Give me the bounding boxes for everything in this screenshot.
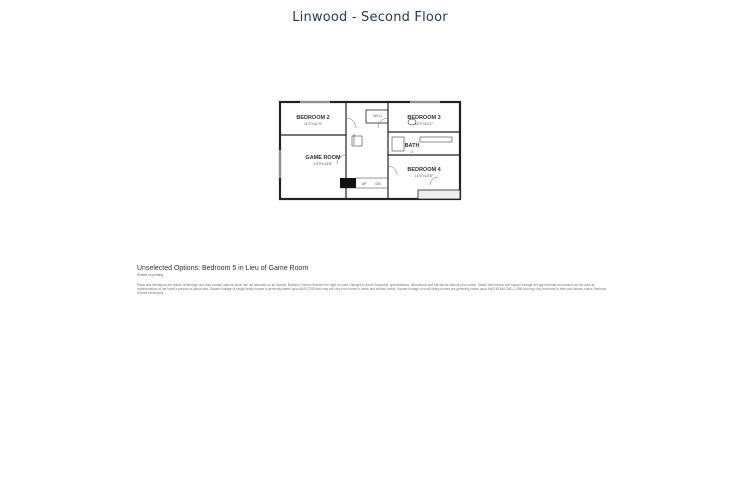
door-swing — [430, 177, 438, 185]
stair-label-down: DN — [375, 182, 381, 186]
printed-on: Printed on printing — [137, 273, 163, 277]
room-name-bedroom-3: BEDROOM 3 — [407, 115, 441, 121]
wic-label: W.I.C. — [373, 114, 383, 118]
room-dims-bedroom-2: 11'0"x11'9" — [303, 122, 323, 126]
bath-number: 2 — [410, 150, 414, 154]
stair-label-up: UP — [361, 182, 367, 186]
bedroom-4-closet — [418, 190, 460, 199]
page-title: Linwood - Second Floor — [292, 10, 448, 25]
disclaimer-text: Plans and elevations are artist's renderings and may contain options which are not standard on all models. Bethany Homes reserves the right to make changes to these floorplans, specifications, dimensions and elevations without prior notice. Stated dimensions and square footage are approximate and should not be used as representation of the home's precise or actual size. Square footage of single family homes is generally based upon ANSI Z765 and may not vary from home to home and without notice. Square footage of multi-family homes are generally based upon ANSI BOMA Z65.1-1996 but may vary from time to time and without notice. Bethany Homes exclusively. — [137, 283, 607, 296]
bath-tub — [392, 137, 404, 151]
vanity — [420, 137, 452, 142]
room-dims-bedroom-4: 11'6"x10'8" — [414, 174, 434, 178]
room-name-bath: BATH — [404, 143, 420, 149]
room-dims-bedroom-3: 11'0"x12'1" — [414, 122, 434, 126]
linen-closet — [352, 136, 362, 146]
unselected-options: Unselected Options: Bedroom 5 in Lieu of Game Room — [137, 265, 309, 272]
room-name-game-room: GAME ROOM — [305, 155, 341, 161]
room-name-bedroom-4: BEDROOM 4 — [407, 167, 441, 173]
stair-dark — [340, 178, 356, 188]
room-name-bedroom-2: BEDROOM 2 — [296, 115, 330, 121]
room-dims-game-room: 13'3"x13'8" — [313, 162, 333, 166]
door-swing — [346, 118, 356, 128]
door-swing — [388, 166, 397, 175]
